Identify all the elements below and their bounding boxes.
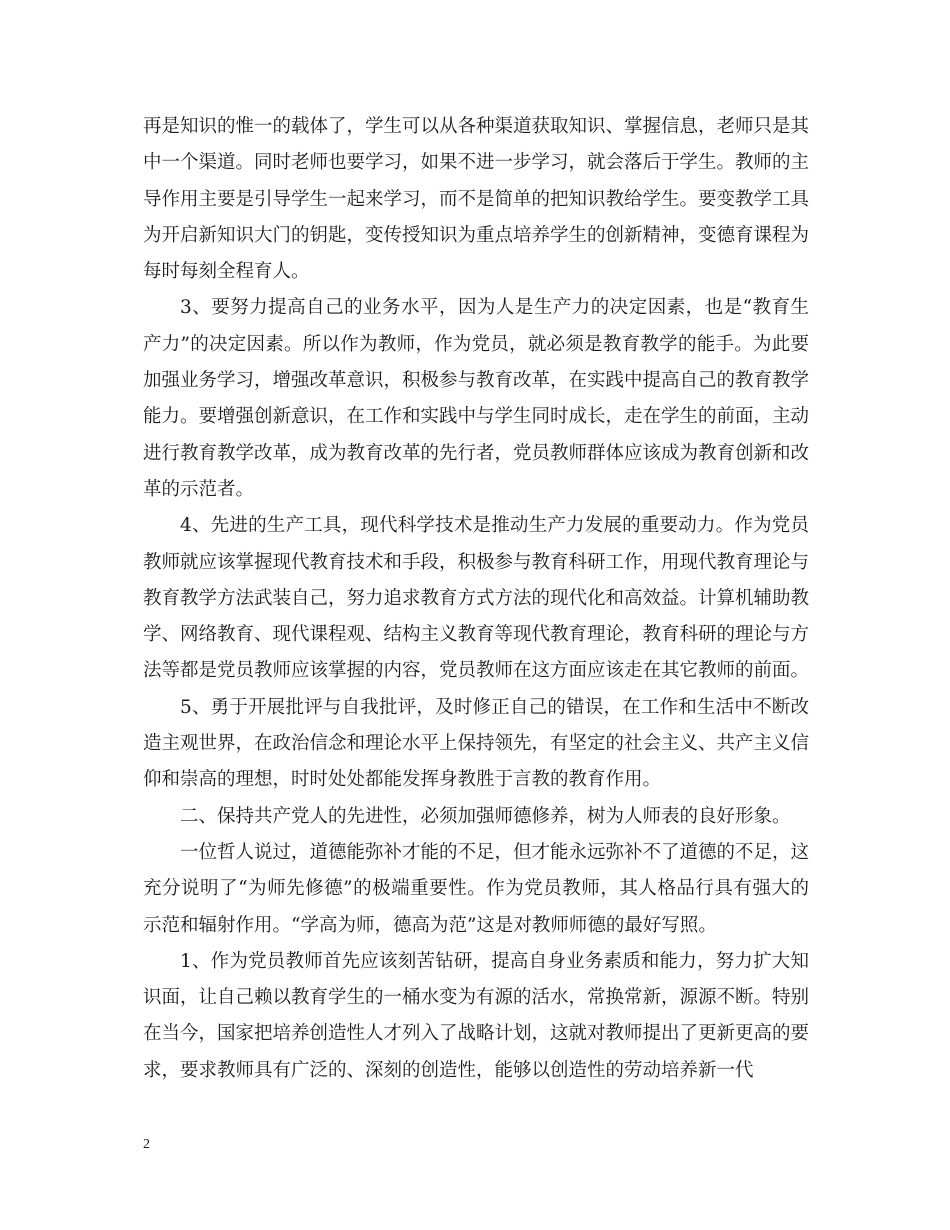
paragraph: 1、作为党员教师首先应该刻苦钻研，提高自身业务素质和能力，努力扩大知识面，让自己赖以教育学生的一桶水变为有源的活水，常换常新，源源不断。特别在当今，国家把培养创造性人才列入了战略计划，这就对教师提出了更新更高的要求，要求教师具有广泛的、深刻的创造性，能够以创造性的劳动培养新一代 bbox=[143, 950, 810, 1081]
paragraph: 5、勇于开展批评与自我批评，及时修正自己的错误，在工作和生活中不断改造主观世界，在政治信念和理论水平上保持领先，有坚定的社会主义、共产主义信仰和崇高的理想，时时处处都能发挥身教胜于言教的教育作用。 bbox=[143, 696, 810, 791]
paragraph: 4、先进的生产工具，现代科学技术是推动生产力发展的重要动力。作为党员教师就应该掌握现代教育技术和手段，积极参与教育科研工作，用现代教育理论与教育教学方法武装自己，努力追求教育方式方法的现代化和高效益。计算机辅助教学、网络教育、现代课程观、结构主义教育等现代教育理论，教育科研的理论与方法等都是党员教师应该掌握的内容，党员教师在这方面应该走在其它教师的前面。 bbox=[143, 515, 810, 682]
paragraph: 一位哲人说过，道德能弥补才能的不足，但才能永远弥补不了道德的不足，这充分说明了“为师先修德”的极端重要性。作为党员教师，其人格品行具有强大的示范和辐射作用。“学高为师，德高为范”这是对教师师德的最好写照。 bbox=[143, 841, 810, 936]
section-heading: 二、保持共产党人的先进性，必须加强师德修养，树为人师表的良好形象。 bbox=[180, 805, 791, 827]
page-number: 2 bbox=[143, 1137, 150, 1152]
paragraph: 再是知识的惟一的载体了，学生可以从各种渠道获取知识、掌握信息，老师只是其中一个渠道。同时老师也要学习，如果不进一步学习，就会落后于学生。教师的主导作用主要是引导学生一起来学习，而不是简单的把知识教给学生。要变教学工具为开启新知识大门的钥匙，变传授知识为重点培养学生的创新精神，变德育课程为每时每刻全程育人。 bbox=[143, 116, 810, 283]
document-body bbox=[143, 109, 809, 1089]
paragraph: 3、要努力提高自己的业务水平，因为人是生产力的决定因素，也是“教育生产力”的决定因素。所以作为教师，作为党员，就必须是教育教学的能手。为此要加强业务学习，增强改革意识，积极参与教育改革，在实践中提高自己的教育教学能力。要增强创新意识，在工作和实践中与学生同时成长，走在学生的前面，主动进行教育教学改革，成为教育改革的先行者，党员教师群体应该成为教育创新和改革的示范者。 bbox=[143, 297, 810, 500]
